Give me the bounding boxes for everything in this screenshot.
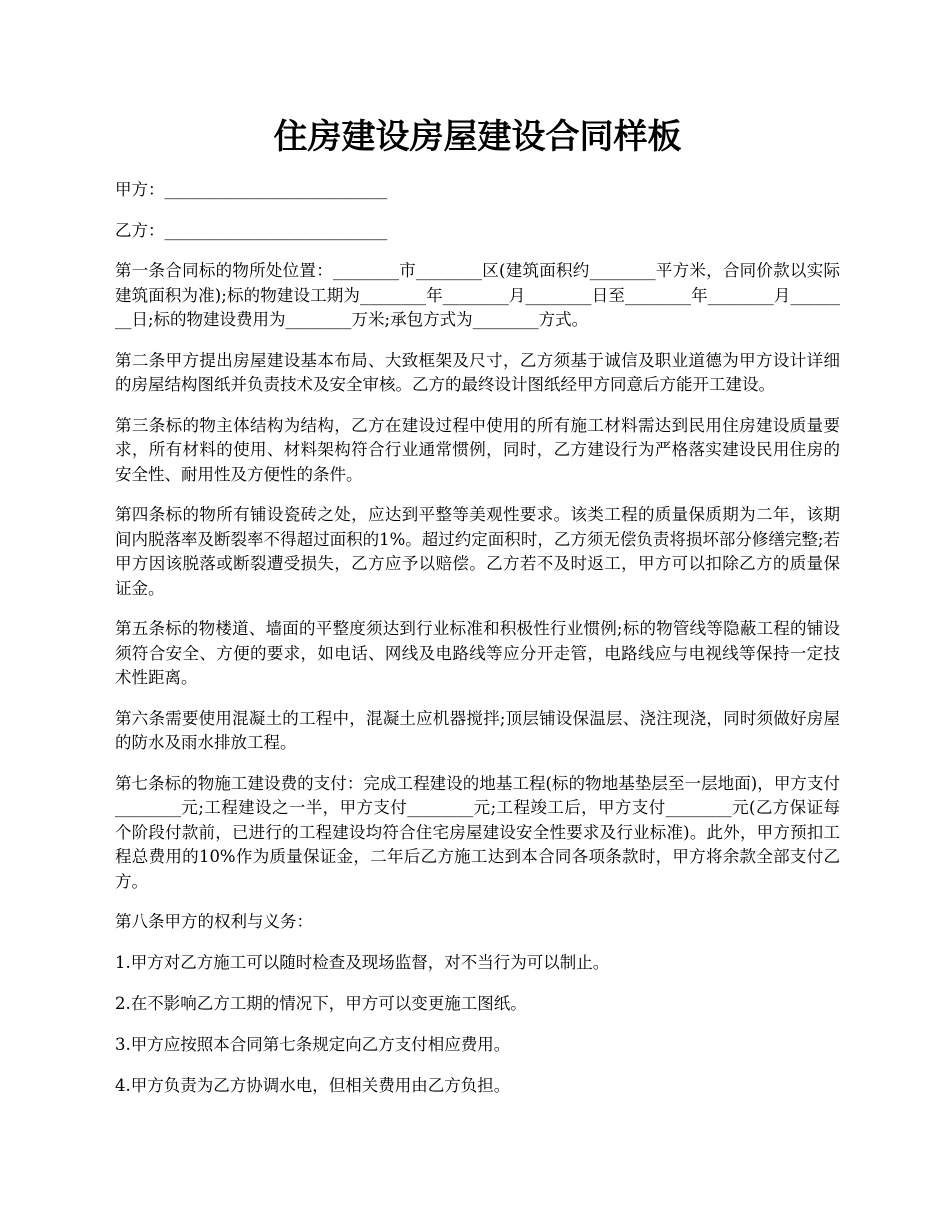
clause-1: 第一条合同标的物所处位置：________市________区(建筑面积约________平方米，合同价款以实际建筑面积为准);标的物建设工期为________年________月________日至________年________月________日;标的物建设费用为________万米;承包方式为________方式。 — [115, 261, 840, 329]
clause-5: 第五条标的物楼道、墙面的平整度须达到行业标准和积极性行业惯例;标的物管线等隐蔽工程的铺设须符合安全、方便的要求，如电话、网线及电路线等应分开走管，电路线应与电视线等保持一定技术性距离。 — [115, 619, 840, 687]
clause-6: 第六条需要使用混凝土的工程中，混凝土应机器搅拌;顶层铺设保温层、浇注现浇，同时须做好房屋的防水及雨水排放工程。 — [115, 708, 840, 752]
obligation-item-2: 2.在不影响乙方工期的情况下，甲方可以变更施工图纸。 — [115, 993, 527, 1013]
document-title: 住房建设房屋建设合同样板 — [273, 117, 682, 157]
obligation-item-4: 4.甲方负责为乙方协调水电，但相关费用由乙方负担。 — [115, 1075, 511, 1095]
document-body — [115, 178, 840, 1115]
clause-3: 第三条标的物主体结构为结构，乙方在建设过程中使用的所有施工材料需达到民用住房建设质量要求，所有材料的使用、材料架构符合行业通常惯例，同时，乙方建设行为严格落实建设民用住房的安全性、耐用性及方便性的条件。 — [115, 415, 840, 484]
clause-2: 第二条甲方提出房屋建设基本布局、大致框架及尺寸，乙方须基于诚信及职业道德为甲方设计详细的房屋结构图纸并负责技术及安全审核。乙方的最终设计图纸经甲方同意后方能开工建设。 — [115, 350, 840, 394]
clause-7: 第七条标的物施工建设费的支付：完成工程建设的地基工程(标的物地基垫层至一层地面)，甲方支付________元;工程建设之一半，甲方支付________元;工程竣工后，甲方支付________元(乙方保证每个阶段付款前，已进行的工程建设均符合住宅房屋建设安全性要求及行业标准)。此外，甲方预扣工程总费用的10%作为质量保证金，二年后乙方施工达到本合同各项条款时，甲方将余款全部支付乙方。 — [115, 773, 840, 891]
obligation-item-1: 1.甲方对乙方施工可以随时检查及现场监督，对不当行为可以制止。 — [115, 952, 610, 972]
party-a-line: 甲方：___________________________ — [115, 180, 388, 199]
party-b-line: 乙方：___________________________ — [115, 220, 388, 240]
clause-8: 第八条甲方的权利与义务： — [115, 912, 313, 931]
clause-4: 第四条标的物所有铺设瓷砖之处，应达到平整等美观性要求。该类工程的质量保质期为二年，该期间内脱落率及断裂率不得超过面积的1%。超过约定面积时，乙方须无偿负责将损坏部分修缮完整;若甲方因该脱落或断裂遭受损失，乙方应予以赔偿。乙方若不及时返工，甲方可以扣除乙方的质量保证金。 — [115, 505, 840, 598]
obligation-item-3: 3.甲方应按照本合同第七条规定向乙方支付相应费用。 — [115, 1034, 511, 1054]
